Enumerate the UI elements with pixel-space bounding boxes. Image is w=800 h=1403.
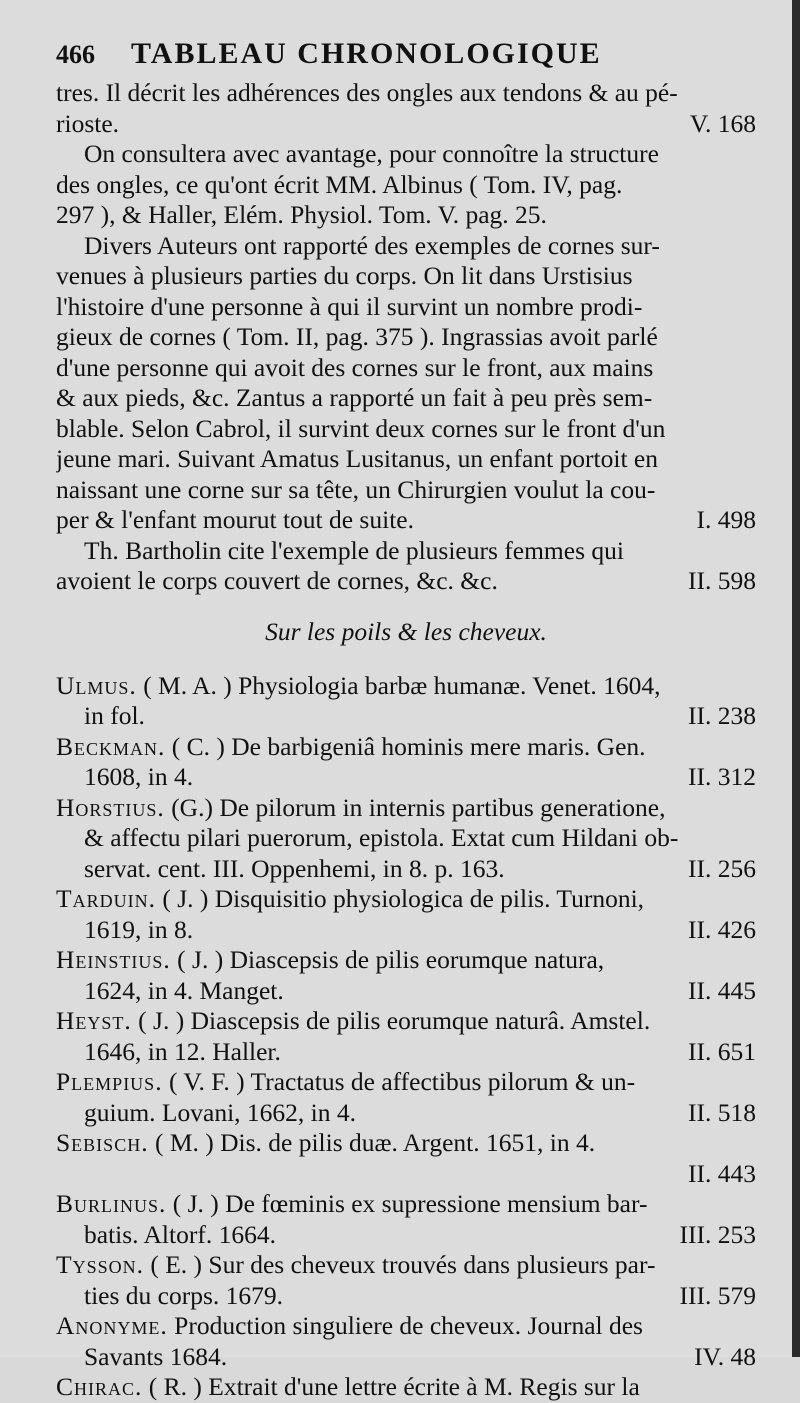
body-line-text: venues à plusieurs parties du corps. On lit dans Urstisius [56, 261, 633, 290]
volume-reference: II. 312 [688, 762, 756, 791]
body-line [56, 292, 756, 323]
entry-author: Chirac. [56, 1372, 143, 1401]
entry-text: 1619, in 8. [84, 914, 194, 944]
body-line-text: naissant une corne sur sa tête, un Chirurgien voulut la cou- [56, 474, 656, 504]
entry-line [56, 1006, 756, 1037]
volume-reference: II. 443 [688, 1158, 756, 1188]
entry-text: ( V. F. ) Tractatus de affectibus pilorum & un- [168, 1067, 636, 1096]
body-line [56, 322, 756, 353]
entry-text: guium. Lovani, 1662, in 4. [84, 1097, 356, 1127]
body-line-text: l'histoire d'une personne à qui il survint un nombre prodi- [56, 291, 643, 321]
entry-author: Sebisch. [56, 1128, 149, 1157]
body-line-text: rioste. [56, 108, 120, 138]
body-line-text: On consultera avec avantage, pour connoître la structure [84, 139, 659, 168]
body-line-text: Th. Bartholin cite l'exemple de plusieurs femmes qui [84, 535, 624, 565]
bibliography-entry [56, 884, 756, 945]
body-line-text: avoient le corps couvert de cornes, &c. &c. [56, 566, 498, 595]
body-line-text: blable. Selon Cabrol, il survint deux cornes sur le front d'un [56, 413, 666, 443]
bibliography-entry [56, 1067, 756, 1128]
bibliography-entry [56, 1250, 756, 1311]
entry-line [56, 854, 756, 885]
entry-line [56, 1159, 756, 1190]
bibliography-entry [56, 1006, 756, 1067]
bibliography-entry [56, 1128, 756, 1189]
volume-reference: II. 238 [688, 701, 756, 730]
entry-line [56, 1098, 756, 1129]
body-line-text: & aux pieds, &c. Zantus a rapporté un fait à peu près sem- [56, 383, 653, 412]
entry-text: & affectu pilari puerorum, epistola. Extat cum Hildani ob- [84, 823, 679, 852]
entry-line [56, 976, 756, 1007]
entry-line [56, 884, 756, 915]
body-line [56, 505, 756, 536]
entry-text: ( J. ) Diascepsis de pilis eorumque natura, [177, 945, 605, 974]
volume-reference: II. 518 [688, 1097, 756, 1127]
entry-line [56, 762, 756, 793]
bibliography-entry [56, 1311, 756, 1372]
entry-line [56, 945, 756, 976]
entry-line [56, 1220, 756, 1251]
volume-reference: II. 256 [688, 853, 756, 883]
entry-line [56, 1250, 756, 1281]
entry-line [56, 1067, 756, 1098]
entry-line [56, 701, 756, 732]
entry-text: ( M. A. ) Physiologia barbæ humanæ. Venet. 1604, [143, 670, 661, 700]
body-line [56, 170, 756, 201]
volume-reference: V. 168 [689, 108, 756, 138]
body-line [56, 261, 756, 292]
bibliography-entry [56, 793, 756, 885]
bibliography-entry [56, 1372, 756, 1403]
body-line [56, 475, 756, 506]
entry-text: servat. cent. III. Oppenhemi, in 8. p. 163. [84, 853, 505, 883]
body-line [56, 383, 756, 414]
page-edge-shadow [792, 0, 800, 1357]
body-line [56, 414, 756, 445]
body-line [56, 536, 756, 567]
running-header [56, 34, 756, 78]
body-line-text: des ongles, ce qu'ont écrit MM. Albinus ( Tom. IV, pag. [56, 169, 623, 199]
entry-text: ( R. ) Extrait d'une lettre écrite à M. Regis sur la [148, 1372, 640, 1401]
entry-text: in fol. [84, 701, 145, 730]
body-line [56, 78, 756, 109]
entry-text: ( J. ) De fœminis ex supressione mensium bar- [172, 1189, 648, 1218]
bibliography-entry [56, 1189, 756, 1250]
entry-text: ( J. ) Disquisitio physiologica de pilis. Turnoni, [162, 884, 645, 913]
entry-text: (G.) De pilorum in internis partibus generatione, [171, 792, 666, 822]
entry-author: Burlinus. [56, 1189, 167, 1218]
entry-line [56, 1037, 756, 1068]
body-line [56, 200, 756, 231]
page-number: 466 [56, 40, 95, 69]
body-line-text: jeune mari. Suivant Amatus Lusitanus, un enfant portoit en [56, 444, 658, 473]
entry-line [56, 1372, 756, 1403]
entry-line [56, 915, 756, 946]
entry-line [56, 823, 756, 854]
body-line [56, 231, 756, 262]
entry-author: Plempius. [56, 1067, 163, 1096]
entry-author: Tarduin. [56, 884, 156, 913]
entry-text: 1646, in 12. Haller. [84, 1036, 281, 1066]
volume-reference: II. 651 [688, 1036, 756, 1066]
bibliography-entry [56, 671, 756, 732]
entry-author: Ulmus. [56, 670, 137, 700]
body-line [56, 444, 756, 475]
volume-reference: IV. 48 [694, 1341, 756, 1371]
entry-text: ( M. ) Dis. de pilis duæ. Argent. 1651, in 4. [154, 1128, 596, 1157]
volume-reference: II. 598 [688, 566, 756, 595]
body-line-text: Divers Auteurs ont rapporté des exemples de cornes sur- [84, 230, 660, 260]
entry-line [56, 671, 756, 702]
bibliography-list [56, 671, 756, 1403]
entry-text: 1608, in 4. [84, 762, 194, 791]
body-line-text: gieux de cornes ( Tom. II, pag. 375 ). Ingrassias avoit parlé [56, 322, 658, 351]
volume-reference: I. 498 [696, 505, 756, 534]
bibliography-entry [56, 732, 756, 793]
entry-author: Heinstius. [56, 945, 171, 974]
body-line [56, 566, 756, 597]
entry-text: batis. Altorf. 1664. [84, 1219, 276, 1249]
entry-text: Savants 1684. [84, 1341, 228, 1371]
section-title: Sur les poils & les cheveux. [265, 616, 547, 646]
volume-reference: III. 579 [679, 1280, 756, 1310]
volume-reference: III. 253 [679, 1219, 756, 1249]
entry-line [56, 1311, 756, 1342]
entry-author: Tysson. [56, 1250, 144, 1279]
entry-author: Heyst. [56, 1006, 132, 1035]
volume-reference: II. 426 [688, 914, 756, 944]
body-text [56, 78, 756, 597]
entry-line [56, 1281, 756, 1312]
body-line-text: tres. Il décrit les adhérences des ongles aux tendons & au pé- [56, 78, 678, 107]
entry-author: Horstius. [56, 792, 165, 822]
body-line [56, 353, 756, 384]
entry-line [56, 1189, 756, 1220]
entry-text: ties du corps. 1679. [84, 1280, 284, 1310]
entry-line [56, 1128, 756, 1159]
entry-text: 1624, in 4. Manget. [84, 975, 284, 1005]
entry-line [56, 732, 756, 763]
entry-text: ( E. ) Sur des cheveux trouvés dans plusieurs par- [150, 1250, 656, 1279]
body-line [56, 109, 756, 140]
entry-text: Production singuliere de cheveux. Journal des [174, 1311, 643, 1340]
body-line-text: d'une personne qui avoit des cornes sur le front, aux mains [56, 352, 654, 382]
volume-reference: II. 445 [688, 975, 756, 1005]
body-line [56, 139, 756, 170]
entry-text: ( J. ) Diascepsis de pilis eorumque naturâ. Amstel. [138, 1006, 651, 1035]
entry-author: Beckman. [56, 731, 166, 761]
entry-text: ( C. ) De barbigeniâ hominis mere maris. Gen. [171, 731, 646, 761]
entry-line [56, 793, 756, 824]
body-line-text: per & l'enfant mourut tout de suite. [56, 505, 414, 534]
bibliography-entry [56, 945, 756, 1006]
body-line-text: 297 ), & Haller, Elém. Physiol. Tom. V. pag. 25. [56, 200, 547, 229]
entry-author: Anonyme. [56, 1311, 168, 1340]
running-title: TABLEAU CHRONOLOGIQUE [131, 37, 602, 70]
